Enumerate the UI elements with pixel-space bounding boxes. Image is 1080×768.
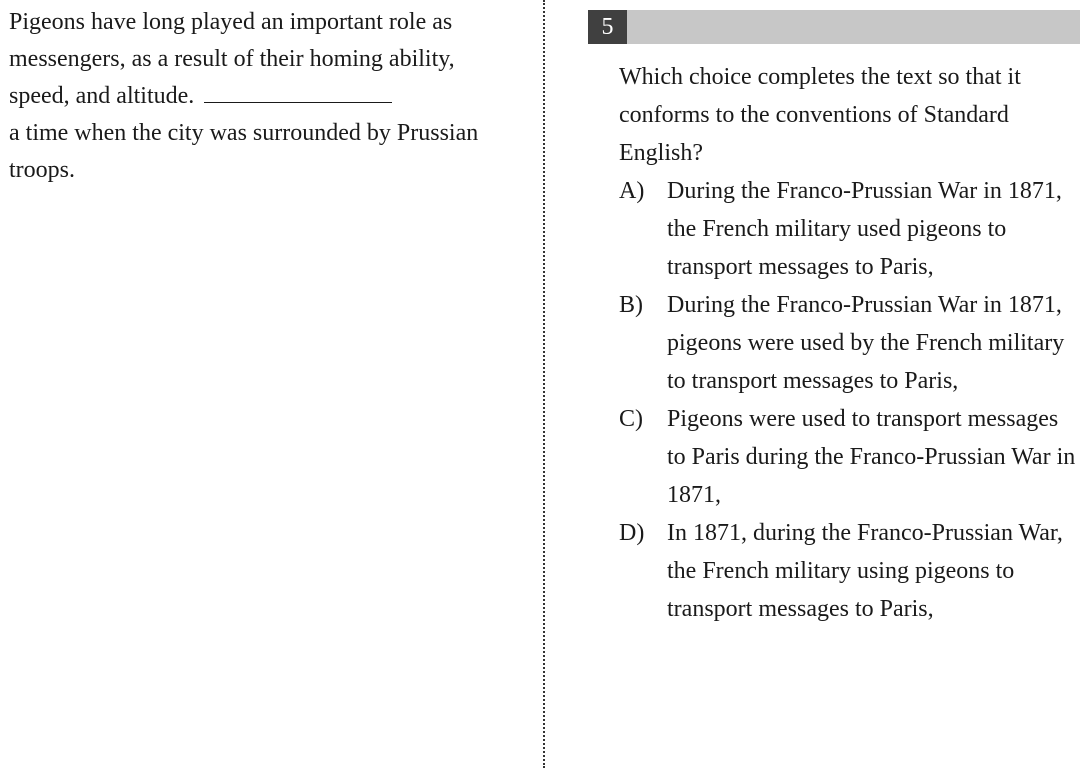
answer-choices	[619, 172, 1077, 628]
column-divider	[543, 0, 545, 768]
question-column	[619, 58, 1077, 628]
choice-letter: D)	[619, 520, 645, 546]
choice-text: In 1871, during the Franco-Prussian War, the French military using pigeons to transport messages to Paris,	[667, 520, 1063, 622]
choice-letter: B)	[619, 292, 643, 318]
choice-text: Pigeons were used to transport messages to Paris during the Franco-Prussian War in 1871,	[667, 406, 1076, 508]
choice-d[interactable]	[619, 514, 1077, 628]
choice-text: During the Franco-Prussian War in 1871, the French military used pigeons to transport messages to Paris,	[667, 178, 1062, 280]
question-number: 5	[588, 10, 627, 44]
passage-text	[9, 4, 519, 189]
choice-text: During the Franco-Prussian War in 1871, pigeons were used by the French military to transport messages to Paris,	[667, 292, 1065, 394]
answer-blank	[204, 80, 392, 103]
choice-letter: C)	[619, 406, 643, 432]
question-prompt: Which choice completes the text so that it conforms to the conventions of Standard English?	[619, 64, 1021, 166]
passage-text-after-blank: a time when the city was surrounded by Prussian troops.	[9, 120, 479, 183]
choice-b[interactable]	[619, 286, 1077, 400]
choice-c[interactable]	[619, 400, 1077, 514]
passage-column	[9, 4, 519, 189]
passage	[9, 4, 519, 189]
passage-text-before-blank: Pigeons have long played an important role as messengers, as a result of their homing ability, speed, and altitude.	[9, 9, 455, 109]
choice-letter: A)	[619, 178, 645, 204]
choice-a[interactable]	[619, 172, 1077, 286]
question-header-bar	[588, 10, 1080, 44]
